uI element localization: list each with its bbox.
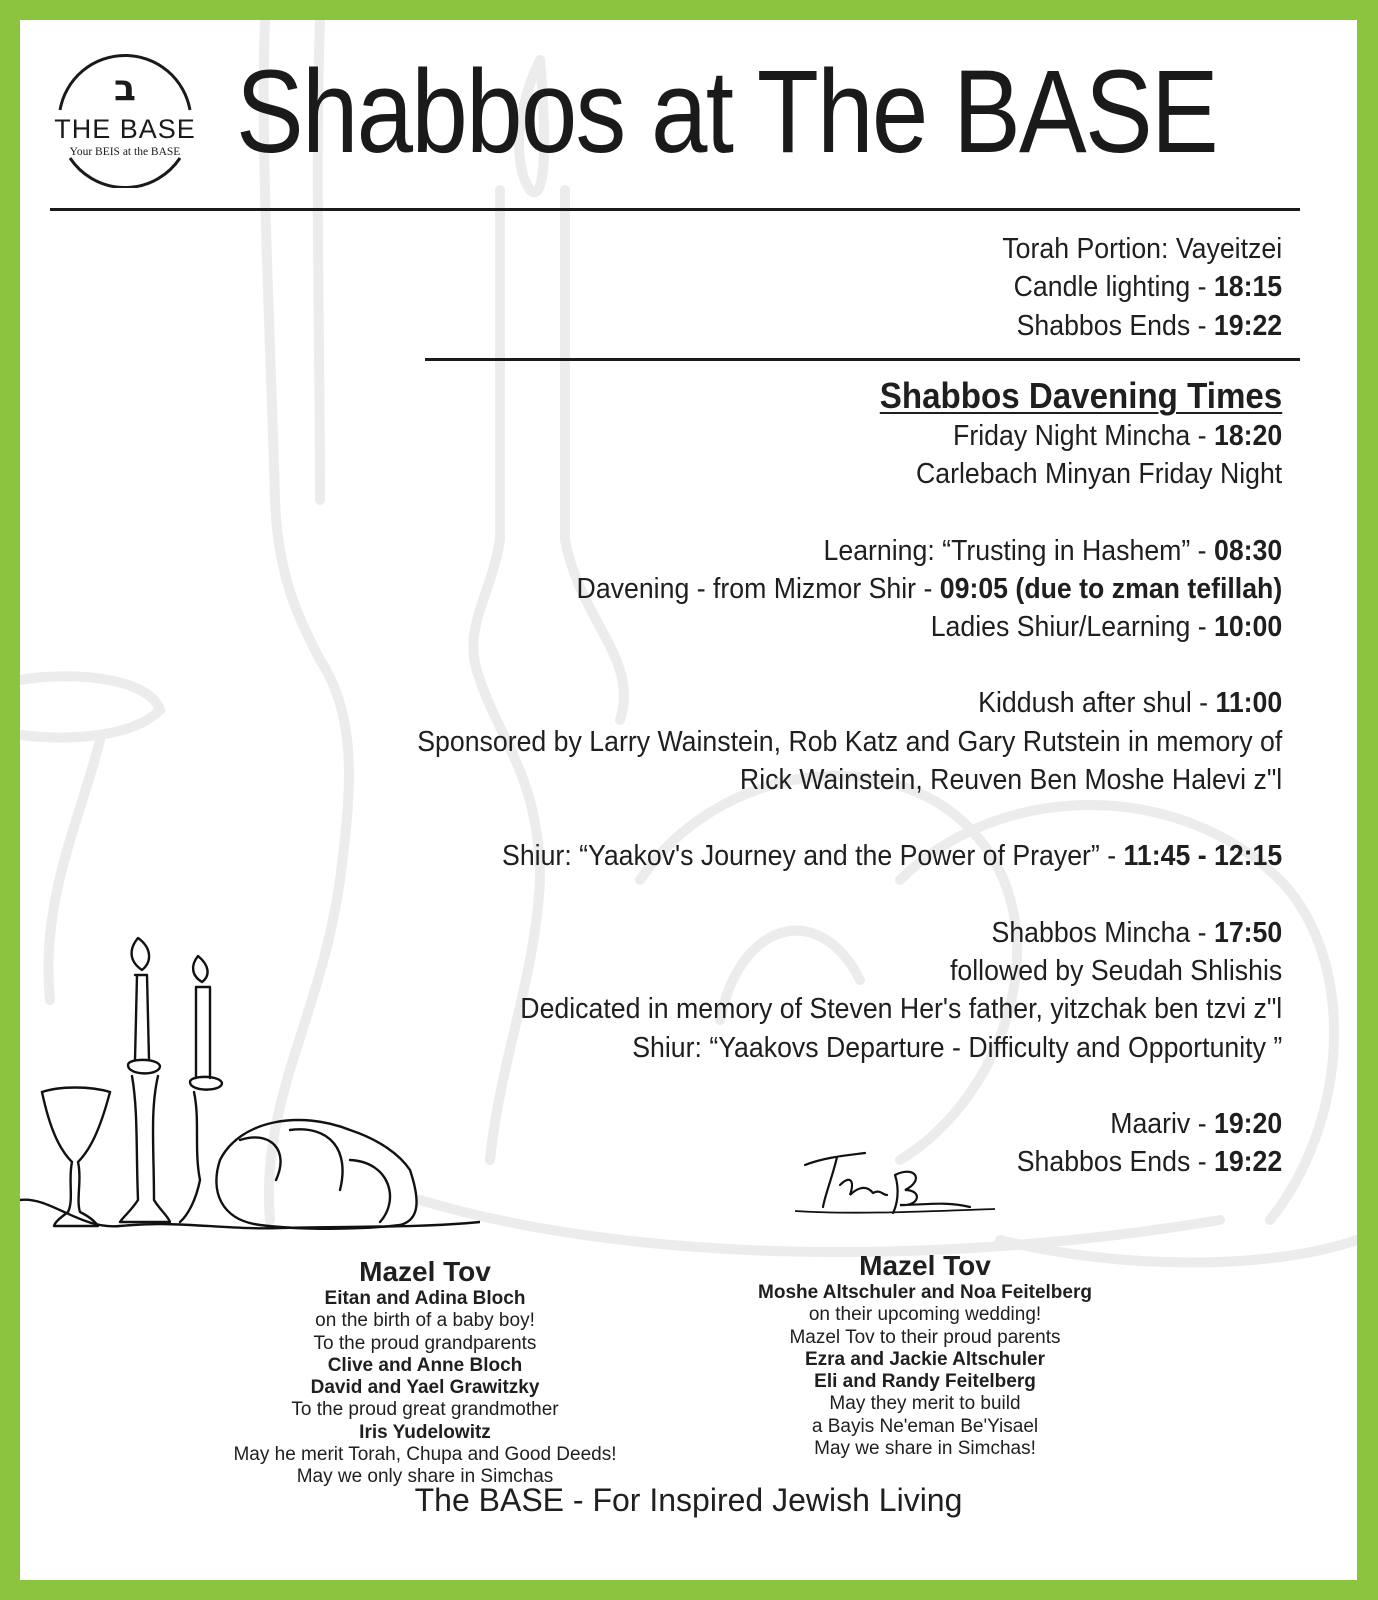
- divider-middle: [425, 358, 1300, 361]
- mazel-tov-wedding: [730, 1250, 1120, 1460]
- shabbos-table-illustration: [20, 900, 480, 1240]
- kiddush-label: Kiddush after shul -: [977, 687, 1216, 720]
- page-title: Shabbos at The BASE: [236, 46, 1217, 178]
- ladies-shiur-label: Ladies Shiur/Learning -: [930, 611, 1214, 644]
- shabbos-mincha-label: Shabbos Mincha -: [991, 916, 1214, 949]
- flyer-page: [20, 20, 1357, 1580]
- maariv-label: Maariv -: [1109, 1107, 1214, 1140]
- torah-portion: Torah Portion: Vayeitzei: [1002, 233, 1282, 265]
- candle-lighting: [1002, 268, 1282, 306]
- candle-left-icon: [120, 938, 170, 1222]
- mazel-tov-line: To the proud grandparents: [313, 1332, 537, 1354]
- carlebach-minyan: Carlebach Minyan Friday Night: [915, 458, 1282, 491]
- mazel-tov-birth: [210, 1256, 640, 1489]
- shabbos-ends-final-label: Shabbos Ends -: [1016, 1146, 1214, 1179]
- mazel-tov-line: on the birth of a baby boy!: [315, 1310, 535, 1332]
- mazel-tov-heading: Mazel Tov: [359, 1256, 491, 1287]
- mazel-tov-heading: Mazel Tov: [859, 1250, 991, 1281]
- challah-icon: [216, 1120, 416, 1229]
- mazel-tov-line: a Bayis Ne'eman Be'Yisael: [811, 1415, 1039, 1437]
- kiddush-sponsor-line-2: Rick Wainstein, Reuven Ben Moshe Halevi z"l: [739, 764, 1282, 797]
- mazel-tov-line: May he merit Torah, Chupa and Good Deeds!: [233, 1444, 617, 1466]
- mazel-tov-line: To the proud great grandmother: [291, 1399, 559, 1421]
- shiur-morning: [417, 837, 1282, 875]
- shabbos-summary: [978, 230, 1282, 345]
- the-base-signature: [795, 1135, 995, 1215]
- mazel-tov-line: Clive and Anne Bloch: [327, 1354, 523, 1376]
- schedule-heading: Shabbos Davening Times: [879, 375, 1282, 416]
- shabbos-mincha: [417, 914, 1282, 952]
- seudah-dedication: Dedicated in memory of Steven Her's father, yitzchak ben tzvi z"l: [520, 993, 1282, 1026]
- shabbos-ends-time: 19:22: [1213, 309, 1282, 342]
- mazel-tov-line: Eitan and Adina Bloch: [324, 1288, 526, 1309]
- divider-top: [50, 208, 1300, 211]
- mazel-tov-line: May they merit to build: [829, 1393, 1021, 1415]
- mazel-tov-line: Ezra and Jackie Altschuler: [804, 1348, 1046, 1370]
- ladies-shiur-time: 10:00: [1213, 611, 1282, 644]
- davening-label: Davening - from Mizmor Shir -: [576, 572, 940, 605]
- shiur-morning-time: 11:45 - 12:15: [1123, 840, 1282, 873]
- mazel-tov-line: on their upcoming wedding!: [808, 1304, 1042, 1326]
- mazel-tov-line: May we share in Simchas!: [814, 1438, 1036, 1460]
- davening: [417, 570, 1282, 608]
- ladies-shiur: [417, 608, 1282, 646]
- friday-mincha-label: Friday Night Mincha -: [952, 420, 1214, 452]
- friday-mincha: [417, 417, 1282, 455]
- mazel-tov-line: Moshe Altschuler and Noa Feitelberg: [758, 1282, 1092, 1303]
- davening-time: 09:05 (due to zman tefillah): [939, 572, 1282, 605]
- mazel-tov-line: Eli and Randy Feitelberg: [814, 1371, 1036, 1393]
- learning-time: 08:30: [1213, 534, 1282, 567]
- logo-bet-letter: ב: [114, 68, 136, 109]
- mazel-tov-line: May we only share in Simchas: [296, 1466, 554, 1488]
- davening-schedule: [342, 375, 1282, 1181]
- shabbos-ends: [1002, 307, 1282, 345]
- kiddush-cup-icon: [42, 1088, 110, 1227]
- footer-tagline: The BASE - For Inspired Jewish Living: [414, 1482, 963, 1518]
- kiddush: [417, 684, 1282, 722]
- maariv-time: 19:20: [1213, 1107, 1282, 1140]
- learning-label: Learning: “Trusting in Hashem” -: [823, 534, 1214, 567]
- logo-tagline: Your BEIS at the BASE: [69, 146, 181, 158]
- shabbos-ends-final-time: 19:22: [1213, 1146, 1282, 1179]
- shiur-afternoon: Shiur: “Yaakovs Departure - Difficulty and Opportunity ”: [632, 1031, 1282, 1064]
- shabbos-mincha-time: 17:50: [1213, 916, 1282, 949]
- candle-lighting-label: Candle lighting -: [1013, 271, 1214, 304]
- seudah-shlishis: followed by Seudah Shlishis: [949, 954, 1282, 987]
- mazel-tov-line: Mazel Tov to their proud parents: [789, 1326, 1061, 1348]
- kiddush-sponsor-line-1: Sponsored by Larry Wainstein, Rob Katz and Gary Rutstein in memory of: [416, 725, 1282, 758]
- candle-lighting-time: 18:15: [1213, 271, 1282, 304]
- kiddush-time: 11:00: [1215, 687, 1282, 720]
- mazel-tov-line: David and Yael Grawitzky: [310, 1377, 540, 1399]
- friday-mincha-time: 18:20: [1213, 420, 1282, 452]
- the-base-logo: [40, 38, 210, 188]
- learning: [417, 532, 1282, 570]
- mazel-tov-line: Iris Yudelowitz: [359, 1421, 491, 1443]
- shabbos-ends-label: Shabbos Ends -: [1016, 309, 1214, 342]
- shiur-morning-label: Shiur: “Yaakov's Journey and the Power of Prayer” -: [501, 840, 1124, 873]
- logo-name: THE BASE: [54, 114, 196, 144]
